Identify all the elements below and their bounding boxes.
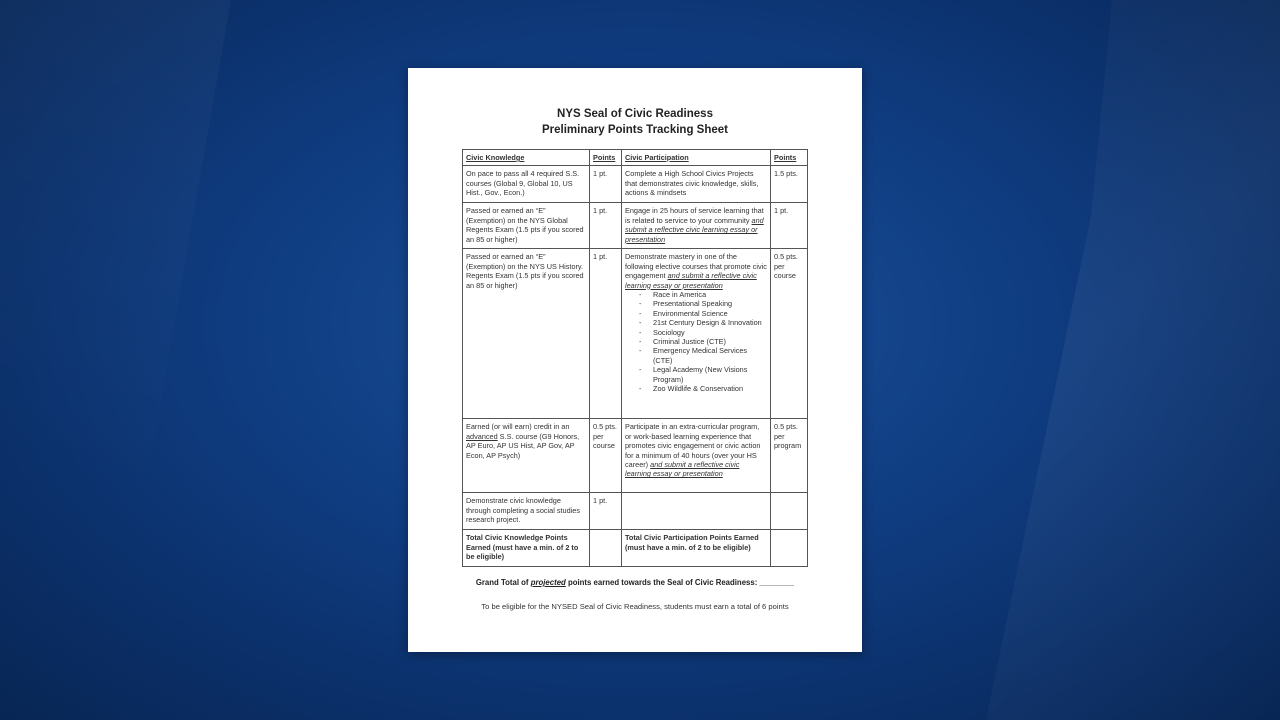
list-item: - Environmental Science bbox=[625, 309, 767, 318]
document-page bbox=[408, 68, 862, 652]
title-line-1: NYS Seal of Civic Readiness bbox=[557, 108, 713, 120]
total-participation-cell: Total Civic Participation Points Earned (must have a min. of 2 to be eligible) bbox=[622, 530, 771, 567]
table-row bbox=[463, 249, 808, 419]
total-knowledge-points-cell bbox=[590, 530, 622, 567]
knowledge-points-cell: 1 pt. bbox=[590, 493, 622, 530]
elective-list bbox=[625, 290, 767, 393]
background-shape-left bbox=[0, 0, 420, 720]
table-row bbox=[463, 493, 808, 530]
background-shape-right bbox=[860, 0, 1280, 720]
list-item: - Criminal Justice (CTE) bbox=[625, 337, 767, 346]
knowledge-cell: Demonstrate civic knowledge through completing a social studies research project. bbox=[463, 493, 590, 530]
title-line-2: Preliminary Points Tracking Sheet bbox=[542, 124, 728, 136]
participation-text: Demonstrate mastery in one of the following elective courses that promote civic engagement bbox=[625, 252, 767, 281]
participation-points-cell: 0.5 pts. per program bbox=[771, 419, 808, 493]
knowledge-cell: Passed or earned an “E” (Exemption) on the NYS Global Regents Exam (1.5 pts if you scored an 85 or higher) bbox=[463, 203, 590, 249]
knowledge-points-cell: 0.5 pts. per course bbox=[590, 419, 622, 493]
list-item: - Sociology bbox=[625, 328, 767, 337]
table-row bbox=[463, 203, 808, 249]
participation-cell: Complete a High School Civics Projects that demonstrates civic knowledge, skills, actions & mindsets bbox=[622, 166, 771, 203]
knowledge-emphasis: advanced bbox=[466, 431, 498, 441]
participation-cell bbox=[622, 419, 771, 493]
table-row bbox=[463, 419, 808, 493]
total-knowledge-cell: Total Civic Knowledge Points Earned (must have a min. of 2 to be eligible) bbox=[463, 530, 590, 567]
participation-text: Engage in 25 hours of service learning that is related to service to your community bbox=[625, 206, 764, 225]
total-participation-points-cell bbox=[771, 530, 808, 567]
participation-text: Participate in an extra-curricular program, or work-based learning experience that promotes civic engagement or civic action for a minimum of 40 hours (over your HS career) bbox=[625, 422, 761, 470]
participation-requirement: and submit a reflective civic learning essay or presentation bbox=[625, 460, 740, 479]
table-row bbox=[463, 166, 808, 203]
knowledge-text-pre: Earned (or will earn) credit in an bbox=[466, 422, 570, 432]
list-item: - Zoo Wildlife & Conservation bbox=[625, 384, 767, 393]
eligibility-note: To be eligible for the NYSED Seal of Civic Readiness, students must earn a total of 6 points bbox=[481, 602, 789, 611]
knowledge-cell: Passed or earned an “E” (Exemption) on the NYS US History. Regents Exam (1.5 pts if you scored an 85 or higher) bbox=[463, 249, 590, 419]
participation-cell bbox=[622, 249, 771, 419]
knowledge-cell: On pace to pass all 4 required S.S. courses (Global 9, Global 10, US Hist., Gov., Econ.) bbox=[463, 166, 590, 203]
knowledge-points-cell: 1 pt. bbox=[590, 166, 622, 203]
knowledge-cell bbox=[463, 419, 590, 493]
grand-total-post: points earned towards the Seal of Civic Readiness: ________ bbox=[565, 578, 795, 587]
grand-total-emphasis: projected bbox=[530, 578, 566, 587]
header-civic-participation: Civic Participation bbox=[622, 150, 771, 166]
list-item: - Emergency Medical Services (CTE) bbox=[625, 346, 767, 365]
list-item: - 21st Century Design & Innovation bbox=[625, 318, 767, 327]
header-points-left: Points bbox=[590, 150, 622, 166]
participation-requirement: and submit a reflective civic learning essay or presentation bbox=[625, 271, 757, 290]
knowledge-points-cell: 1 pt. bbox=[590, 249, 622, 419]
participation-points-cell bbox=[771, 493, 808, 530]
participation-cell bbox=[622, 493, 771, 530]
list-item: - Legal Academy (New Visions Program) bbox=[625, 365, 767, 384]
header-civic-knowledge: Civic Knowledge bbox=[463, 150, 590, 166]
points-table bbox=[462, 149, 808, 567]
table-header-row bbox=[463, 150, 808, 166]
knowledge-text: S.S. course (G9 Honors, AP Euro, AP US Hist, AP Gov, AP Econ, AP Psych) bbox=[466, 431, 580, 460]
list-item: - Presentational Speaking bbox=[625, 299, 767, 308]
document-title bbox=[408, 106, 862, 138]
totals-row bbox=[463, 530, 808, 567]
header-points-right: Points bbox=[771, 150, 808, 166]
knowledge-points-cell: 1 pt. bbox=[590, 203, 622, 249]
participation-requirement: and submit a reflective civic learning essay or presentation bbox=[625, 215, 764, 244]
participation-cell bbox=[622, 203, 771, 249]
grand-total-pre: Grand Total of bbox=[475, 578, 531, 587]
participation-points-cell: 1 pt. bbox=[771, 203, 808, 249]
participation-points-cell: 1.5 pts. bbox=[771, 166, 808, 203]
list-item: - Race in America bbox=[625, 290, 767, 299]
participation-points-cell: 0.5 pts. per course bbox=[771, 249, 808, 419]
grand-total-line bbox=[408, 578, 862, 587]
